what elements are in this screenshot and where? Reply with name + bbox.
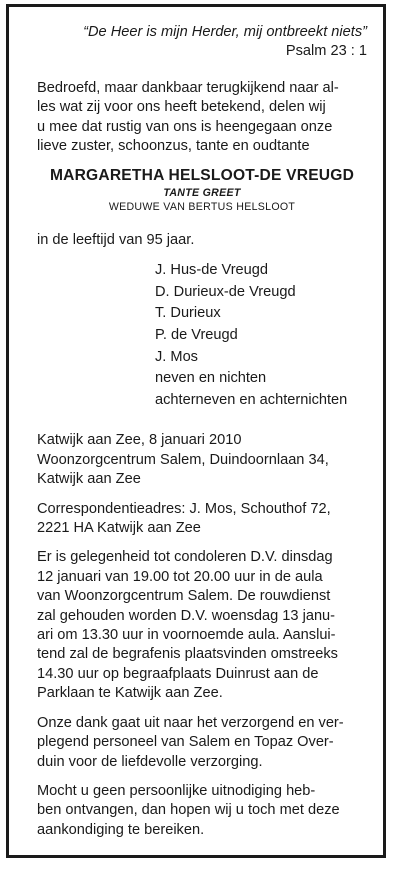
obituary-content	[37, 23, 367, 840]
place-date-line: Katwijk aan Zee, 8 januari 2010	[37, 432, 242, 449]
condolence-paragraph	[37, 548, 367, 703]
condolence-line: ari om 13.30 uur in voornoemde aula. Aanslui-	[37, 627, 336, 644]
intro-line: lieve zuster, schoonzus, tante en oudtante	[37, 138, 310, 155]
condolence-line: Parklaan te Katwijk aan Zee.	[37, 685, 223, 702]
thanks-line: duin voor de liefdevolle verzorging.	[37, 753, 263, 770]
deceased-nickname	[37, 186, 367, 200]
condolence-line: van Woonzorgcentrum Salem. De rouwdienst	[37, 588, 331, 605]
relative-name: J. Mos	[155, 348, 198, 365]
place-date-block	[37, 431, 367, 489]
deceased-name: MARGARETHA HELSLOOT-DE VREUGD	[49, 167, 355, 185]
condolence-line: 14.30 uur op begraafplaats Duinrust aan de	[37, 665, 319, 682]
place-date-line: Katwijk aan Zee	[37, 471, 141, 488]
condolence-line: zal gehouden worden D.V. woensdag 13 janu-	[37, 607, 336, 624]
relative-name: neven en nichten	[155, 370, 267, 387]
condolence-line: 12 januari van 19.00 tot 20.00 uur in de aula	[37, 568, 323, 585]
intro-line: u mee dat rustig van ons is heengegaan onze	[37, 118, 333, 135]
intro-line: Bedroefd, maar dankbaar terugkijkend naar al-	[37, 79, 339, 96]
intro-line: les wat zij voor ons heeft betekend, delen wij	[37, 99, 326, 116]
relative-name: achterneven en achternichten	[155, 391, 348, 408]
thanks-paragraph	[37, 714, 367, 772]
relative-name: J. Hus-de Vreugd	[155, 262, 269, 279]
invitation-line: ben ontvangen, dan hopen wij u toch met deze	[37, 802, 340, 819]
place-date-line: Woonzorgcentrum Salem, Duindoornlaan 34,	[37, 451, 329, 468]
thanks-line: plegend personeel van Salem en Topaz Over-	[37, 734, 334, 751]
relative-name: T. Durieux	[155, 305, 221, 322]
age-line: in de leeftijd van 95 jaar.	[37, 231, 195, 248]
correspondence-line: 2221 HA Katwijk aan Zee	[37, 520, 201, 537]
condolence-line: tend zal de begrafenis plaatsvinden omstreeks	[37, 646, 338, 663]
nickname-text: TANTE GREET	[163, 186, 241, 199]
relatives-list	[37, 260, 367, 411]
invitation-paragraph	[37, 782, 367, 840]
obituary-card	[6, 4, 386, 858]
relative-name: D. Durieux-de Vreugd	[155, 283, 296, 300]
thanks-line: Onze dank gaat uit naar het verzorgend en ver-	[37, 714, 344, 731]
invitation-line: Mocht u geen persoonlijke uitnodiging heb-	[37, 782, 316, 799]
correspondence-address	[37, 500, 367, 539]
condolence-line: Er is gelegenheid tot condoleren D.V. dinsdag	[37, 549, 333, 566]
relative-name: P. de Vreugd	[155, 327, 238, 344]
bible-quote: “De Heer is mijn Herder, mij ontbreekt niets”	[83, 24, 367, 40]
invitation-line: aankondiging te bereiken.	[37, 821, 205, 838]
deceased-widow-of: WEDUWE VAN BERTUS HELSLOOT	[108, 200, 296, 213]
correspondence-line: Correspondentieadres: J. Mos, Schouthof 72,	[37, 500, 331, 517]
bible-reference: Psalm 23 : 1	[285, 43, 367, 60]
intro-paragraph	[37, 79, 367, 157]
